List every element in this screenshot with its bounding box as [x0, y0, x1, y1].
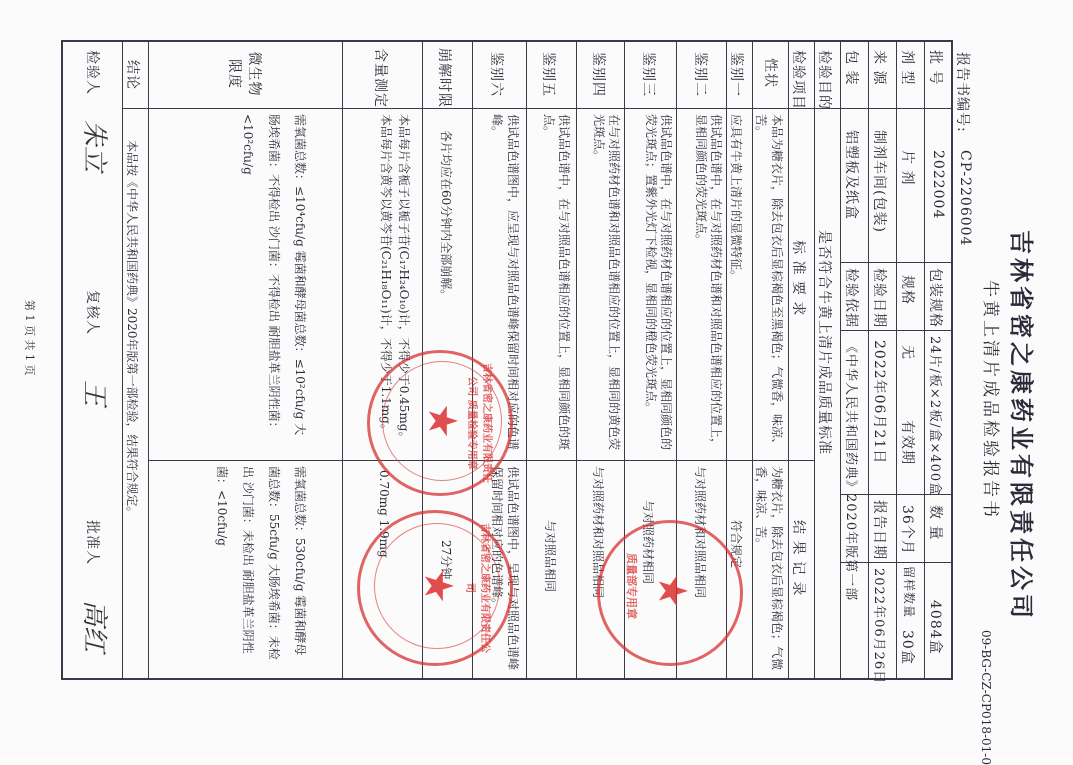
- package-label: 包 装: [843, 50, 859, 86]
- col-line: [789, 108, 953, 109]
- validity-label: 有效期: [899, 420, 915, 465]
- test-date-value: 2022年06月21日: [871, 340, 887, 465]
- standard-header: 标 准 要 求: [790, 240, 806, 317]
- col-line: [123, 108, 789, 109]
- row-line: [122, 40, 123, 680]
- report-title: 牛黄上清片成品检验报告书: [980, 280, 1000, 520]
- row-result: 与对照药材和对照品相同: [591, 466, 605, 599]
- row-line: [342, 40, 343, 680]
- spec-label: 规格: [899, 275, 915, 305]
- item-header: 检验项目: [790, 50, 806, 110]
- report-date-value: 2022年06月26日: [871, 568, 886, 685]
- batch-value: 2022004: [930, 150, 946, 220]
- row-result: 与对照品相同: [543, 520, 557, 593]
- row-item: 鉴别六: [488, 52, 504, 97]
- row-item: 微生物限度: [226, 51, 262, 97]
- table-border-bottom: [61, 40, 63, 680]
- pack-spec-label: 包装规格: [927, 268, 943, 328]
- company-stamp-2: [357, 510, 513, 666]
- star-icon: ★: [649, 573, 695, 609]
- row-line: [526, 40, 527, 680]
- row-standard: 各片均应在60分钟内全部崩解。: [439, 130, 453, 302]
- row-result: 与对照药材相同: [641, 500, 655, 585]
- report-number: CP-2206004: [957, 150, 973, 247]
- source-label: 来 源: [871, 50, 887, 86]
- row-line: [924, 40, 925, 680]
- report-number-label: 报告书编号:: [954, 52, 970, 133]
- form-value: 片 剂: [899, 150, 915, 186]
- spec-value: 无: [899, 345, 915, 360]
- retain-value: 30盒: [899, 630, 915, 665]
- row-standard: 本品为糖衣片，除去包衣后显棕褐色至黑褐色；气微香，味凉、苦。: [754, 114, 784, 451]
- stamp-text: 吉林省密之康药业有限责任公司: [464, 523, 490, 653]
- document-code: 09-BG-CZ-CP018-01-0: [979, 630, 993, 765]
- pack-spec-value: 24片/板×2板/盒×400盒: [927, 336, 942, 497]
- row-standard: 供试品色谱中，在与对照品色谱相应的位置上，显相同颜色的斑点。: [542, 114, 571, 451]
- row-result: 供试品色谱图中，呈现与对照品色谱峰保留时间相对应的色谱峰。: [490, 466, 520, 671]
- basis-value: 《中华人民共和国药典》2020年版第一部: [843, 340, 858, 602]
- inspector-signature: 朱立: [79, 120, 109, 173]
- row-item: 崩解时限: [436, 48, 452, 108]
- reviewer-signature: 王: [79, 380, 109, 407]
- row-standard: 需氧菌总数：≤10⁴cfu/g 霉菌和酵母菌总数：≤10²cfu/g 大肠埃希菌：不得检出 沙门菌：不得检出 耐胆盐革兰阴性菌：<10²cfu/g: [241, 114, 307, 436]
- qty-label: 数 量: [927, 505, 943, 541]
- batch-label: 批 号: [927, 50, 943, 86]
- table-border-left: [61, 40, 953, 42]
- table-border-top: [951, 40, 953, 680]
- row-line: [840, 40, 841, 680]
- row-result: 符合规定: [729, 520, 743, 569]
- row-line: [576, 40, 577, 680]
- row-standard: 本品每片含栀子以栀子苷(C₁₇H₂₄O₁₀)计，不得少于0.45mg。本品每片含黄芩以黄芩苷(C₂₁H₁₈O₁₁)计，不得少于1.1mg。: [379, 114, 411, 444]
- source-value: 制剂车间(包装): [871, 130, 887, 233]
- row-item: 含量测定: [372, 48, 388, 108]
- row-result: 0.70mg 1.9mg: [377, 470, 391, 558]
- row-result: 为糖衣片，除去包衣后显棕褐色；气微香，味凉、苦。: [754, 466, 784, 671]
- company-name: 吉林省密之康药业有限责任公司: [1007, 230, 1036, 622]
- star-icon: ★: [415, 568, 461, 604]
- conclusion-text: 本品按《中华人民共和国药典》2020年版第一部检验，结果符合规定。: [125, 140, 139, 519]
- reviewer-label: 复核人: [84, 290, 100, 335]
- table-border-right: [61, 678, 953, 680]
- row-item: 鉴别二: [692, 52, 708, 97]
- retain-label: 留样数量: [902, 566, 916, 619]
- form-label: 剂 型: [899, 50, 915, 86]
- col-line: [841, 330, 953, 331]
- col-line: [841, 262, 953, 263]
- basis-label: 检验依据: [843, 268, 859, 328]
- purpose-value: 是否符合牛黄上清片成品质量标准: [816, 230, 832, 455]
- stamp-text: 吉林省密之康药业有限责任公司 质量检验专用章: [466, 363, 492, 483]
- approver-label: 批准人: [84, 520, 100, 565]
- stamp-text: 质量部专用章: [625, 553, 638, 619]
- inspector-label: 检验人: [84, 50, 100, 95]
- row-standard: 供试品色谱图中，应呈现与对照品色谱峰保留时间相对应的色谱峰。: [490, 114, 520, 451]
- row-result: 27分钟: [439, 540, 453, 580]
- company-stamp-3: [597, 520, 743, 666]
- row-standard: 在与对照药材色谱和对照品色谱相应的位置上，显相同的黄色荧光斑点。: [592, 114, 621, 451]
- qty-value: 4084盒: [927, 600, 943, 655]
- row-line: [896, 40, 897, 680]
- row-item: 鉴别三: [640, 52, 656, 97]
- conclusion-label: 结论: [124, 60, 140, 90]
- row-line: [148, 40, 149, 680]
- test-date-label: 检验日期: [871, 268, 887, 328]
- report-date-label: 报告日期: [871, 500, 887, 560]
- row-standard: 供试品色谱中，在与对照药材色谱和对照品色谱相应的位置上，显相同颜色的荧光斑点。: [694, 114, 723, 451]
- star-icon: ★: [419, 403, 465, 439]
- result-header: 结 果 记 录: [790, 520, 806, 597]
- page-footer: 第 1 页 共 1 页: [23, 300, 36, 376]
- row-result: 需氧菌总数：530cfu/g 霉菌和酵母菌总数：55cfu/g 大肠埃希菌：未检出 沙门菌：未检出 耐胆盐革兰阴性菌：<10cfu/g: [215, 466, 307, 660]
- row-standard: 供试品色谱中，在与对照药材色谱相应的位置上，显相同颜色的荧光斑点；置紫外光灯下检视，显相同的橙色荧光斑点。: [644, 114, 673, 451]
- row-line: [868, 40, 869, 680]
- approver-signature: 高红: [79, 600, 109, 653]
- company-quality-stamp: [367, 350, 513, 496]
- row-result: 与对照药材和对照品相同: [693, 466, 707, 599]
- purpose-label: 检验目的: [816, 50, 832, 110]
- row-item: 鉴别一: [728, 52, 744, 97]
- validity-value: 36个月: [899, 505, 915, 555]
- row-item: 性状: [762, 58, 778, 88]
- row-item: 鉴别五: [540, 52, 556, 97]
- row-standard: 应具有牛黄上清片的显微特征。: [729, 114, 743, 283]
- row-item: 鉴别四: [590, 52, 606, 97]
- package-value: 铝塑板及纸盒: [843, 130, 859, 220]
